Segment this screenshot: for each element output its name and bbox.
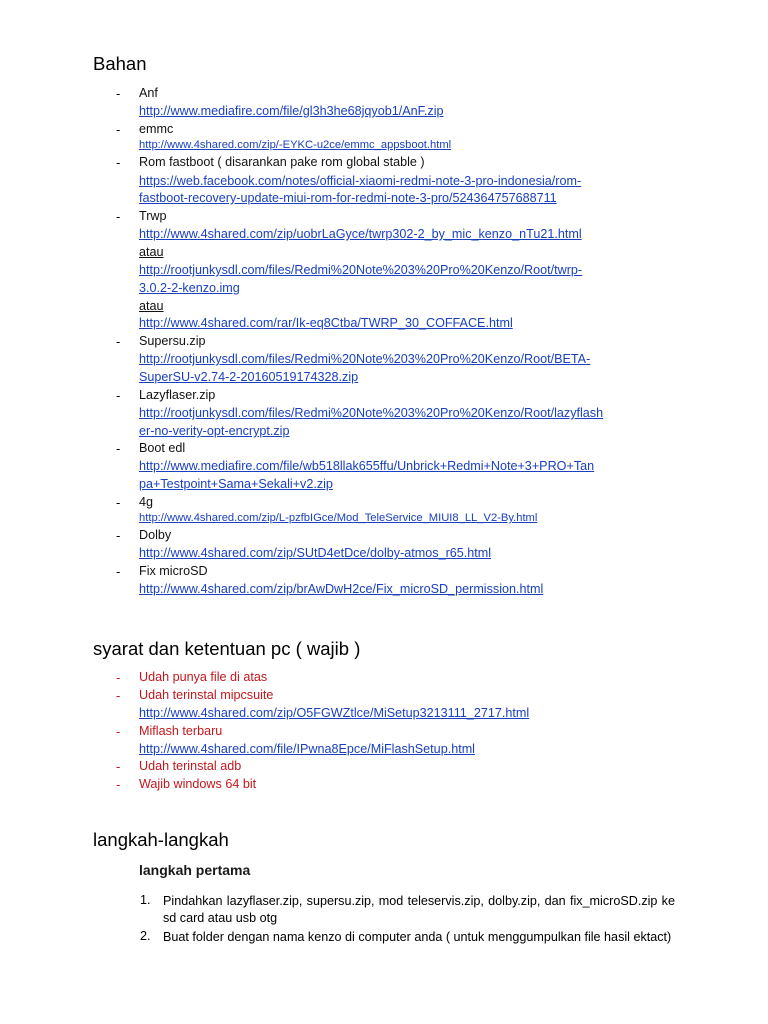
- dash-bullet: -: [116, 564, 121, 579]
- item-label: Anf: [139, 86, 158, 100]
- dash-bullet: -: [116, 688, 121, 703]
- download-link[interactable]: http://rootjunkysdl.com/files/Redmi%20Note%203%20Pro%20Kenzo/Root/BETA-: [139, 352, 591, 366]
- requirement-label: Udah terinstal mipcsuite: [139, 688, 274, 702]
- download-link[interactable]: http://www.mediafire.com/file/gl3h3he68jqyob1/AnF.zip: [139, 104, 444, 118]
- download-link-continued[interactable]: er-no-verity-opt-encrypt.zip: [139, 424, 290, 438]
- dash-bullet: -: [116, 388, 121, 403]
- dash-bullet: -: [116, 155, 121, 170]
- download-link-continued[interactable]: 3.0.2-2-kenzo.img: [139, 281, 240, 295]
- item-label: 4g: [139, 495, 154, 509]
- dash-bullet: -: [116, 86, 121, 101]
- download-link-continued[interactable]: fastboot-recovery-update-miui-rom-for-redmi-note-3-pro/524364757688711: [139, 191, 557, 205]
- heading-langkah: langkah-langkah: [93, 829, 229, 850]
- requirement-label: Miflash terbaru: [139, 724, 223, 738]
- download-link[interactable]: http://www.4shared.com/zip/-EYKC-u2ce/emmc_appsboot.html: [139, 139, 452, 151]
- dash-bullet: -: [116, 122, 121, 137]
- download-link[interactable]: http://www.4shared.com/file/IPwna8Epce/MiFlashSetup.html: [139, 742, 475, 756]
- download-link[interactable]: http://www.4shared.com/zip/SUtD4etDce/dolby-atmos_r65.html: [139, 546, 492, 560]
- dash-bullet: -: [116, 334, 121, 349]
- heading-bahan: Bahan: [93, 53, 147, 74]
- heading-langkah-pertama: langkah pertama: [139, 862, 251, 878]
- step-text: Pindahkan lazyflaser.zip, supersu.zip, mod teleservis.zip, dolby.zip, dan fix_microSD.zip ke sd card atau usb otg: [163, 894, 675, 925]
- download-link[interactable]: http://www.mediafire.com/file/wb518llak655ffu/Unbrick+Redmi+Note+3+PRO+Tan: [139, 459, 595, 473]
- item-label: Rom fastboot ( disarankan pake rom global stable ): [139, 155, 425, 169]
- download-link[interactable]: http://rootjunkysdl.com/files/Redmi%20Note%203%20Pro%20Kenzo/Root/twrp-: [139, 263, 583, 277]
- step-number: 2.: [140, 929, 151, 943]
- download-link[interactable]: http://www.4shared.com/zip/brAwDwH2ce/Fix_microSD_permission.html: [139, 582, 544, 596]
- item-label: Dolby: [139, 528, 172, 542]
- requirement-label: Udah punya file di atas: [139, 670, 268, 684]
- download-link[interactable]: http://www.4shared.com/zip/O5FGWZtlce/MiSetup3213111_2717.html: [139, 706, 530, 720]
- heading-syarat: syarat dan ketentuan pc ( wajib ): [93, 638, 361, 659]
- item-label: emmc: [139, 122, 174, 136]
- dash-bullet: -: [116, 777, 121, 792]
- dash-bullet: -: [116, 528, 121, 543]
- alternative-label: atau: [139, 245, 164, 259]
- item-label: Lazyflaser.zip: [139, 388, 216, 402]
- requirement-label: Udah terinstal adb: [139, 759, 242, 773]
- dash-bullet: -: [116, 759, 121, 774]
- dash-bullet: -: [116, 670, 121, 685]
- dash-bullet: -: [116, 209, 121, 224]
- download-link-continued[interactable]: SuperSU-v2.74-2-20160519174328.zip: [139, 370, 359, 384]
- item-label: Boot edl: [139, 441, 186, 455]
- dash-bullet: -: [116, 441, 121, 456]
- item-label: Trwp: [139, 209, 167, 223]
- item-label: Fix microSD: [139, 564, 208, 578]
- dash-bullet: -: [116, 724, 121, 739]
- download-link-continued[interactable]: pa+Testpoint+Sama+Sekali+v2.zip: [139, 477, 333, 491]
- alternative-label: atau: [139, 299, 164, 313]
- download-link[interactable]: http://www.4shared.com/zip/L-pzfbIGce/Mod_TeleService_MIUI8_LL_V2-By.html: [139, 512, 538, 524]
- step-number: 1.: [140, 893, 151, 907]
- requirement-label: Wajib windows 64 bit: [139, 777, 257, 791]
- download-link[interactable]: http://rootjunkysdl.com/files/Redmi%20Note%203%20Pro%20Kenzo/Root/lazyflash: [139, 406, 604, 420]
- download-link[interactable]: http://www.4shared.com/rar/Ik-eq8Ctba/TWRP_30_COFFACE.html: [139, 316, 513, 330]
- download-link[interactable]: https://web.facebook.com/notes/official-xiaomi-redmi-note-3-pro-indonesia/rom-: [139, 174, 582, 188]
- step-text: Buat folder dengan nama kenzo di computer anda ( untuk menggumpulkan file hasil ektact): [163, 930, 672, 944]
- download-link[interactable]: http://www.4shared.com/zip/uobrLaGyce/twrp302-2_by_mic_kenzo_nTu21.html: [139, 227, 582, 241]
- dash-bullet: -: [116, 495, 121, 510]
- item-label: Supersu.zip: [139, 334, 206, 348]
